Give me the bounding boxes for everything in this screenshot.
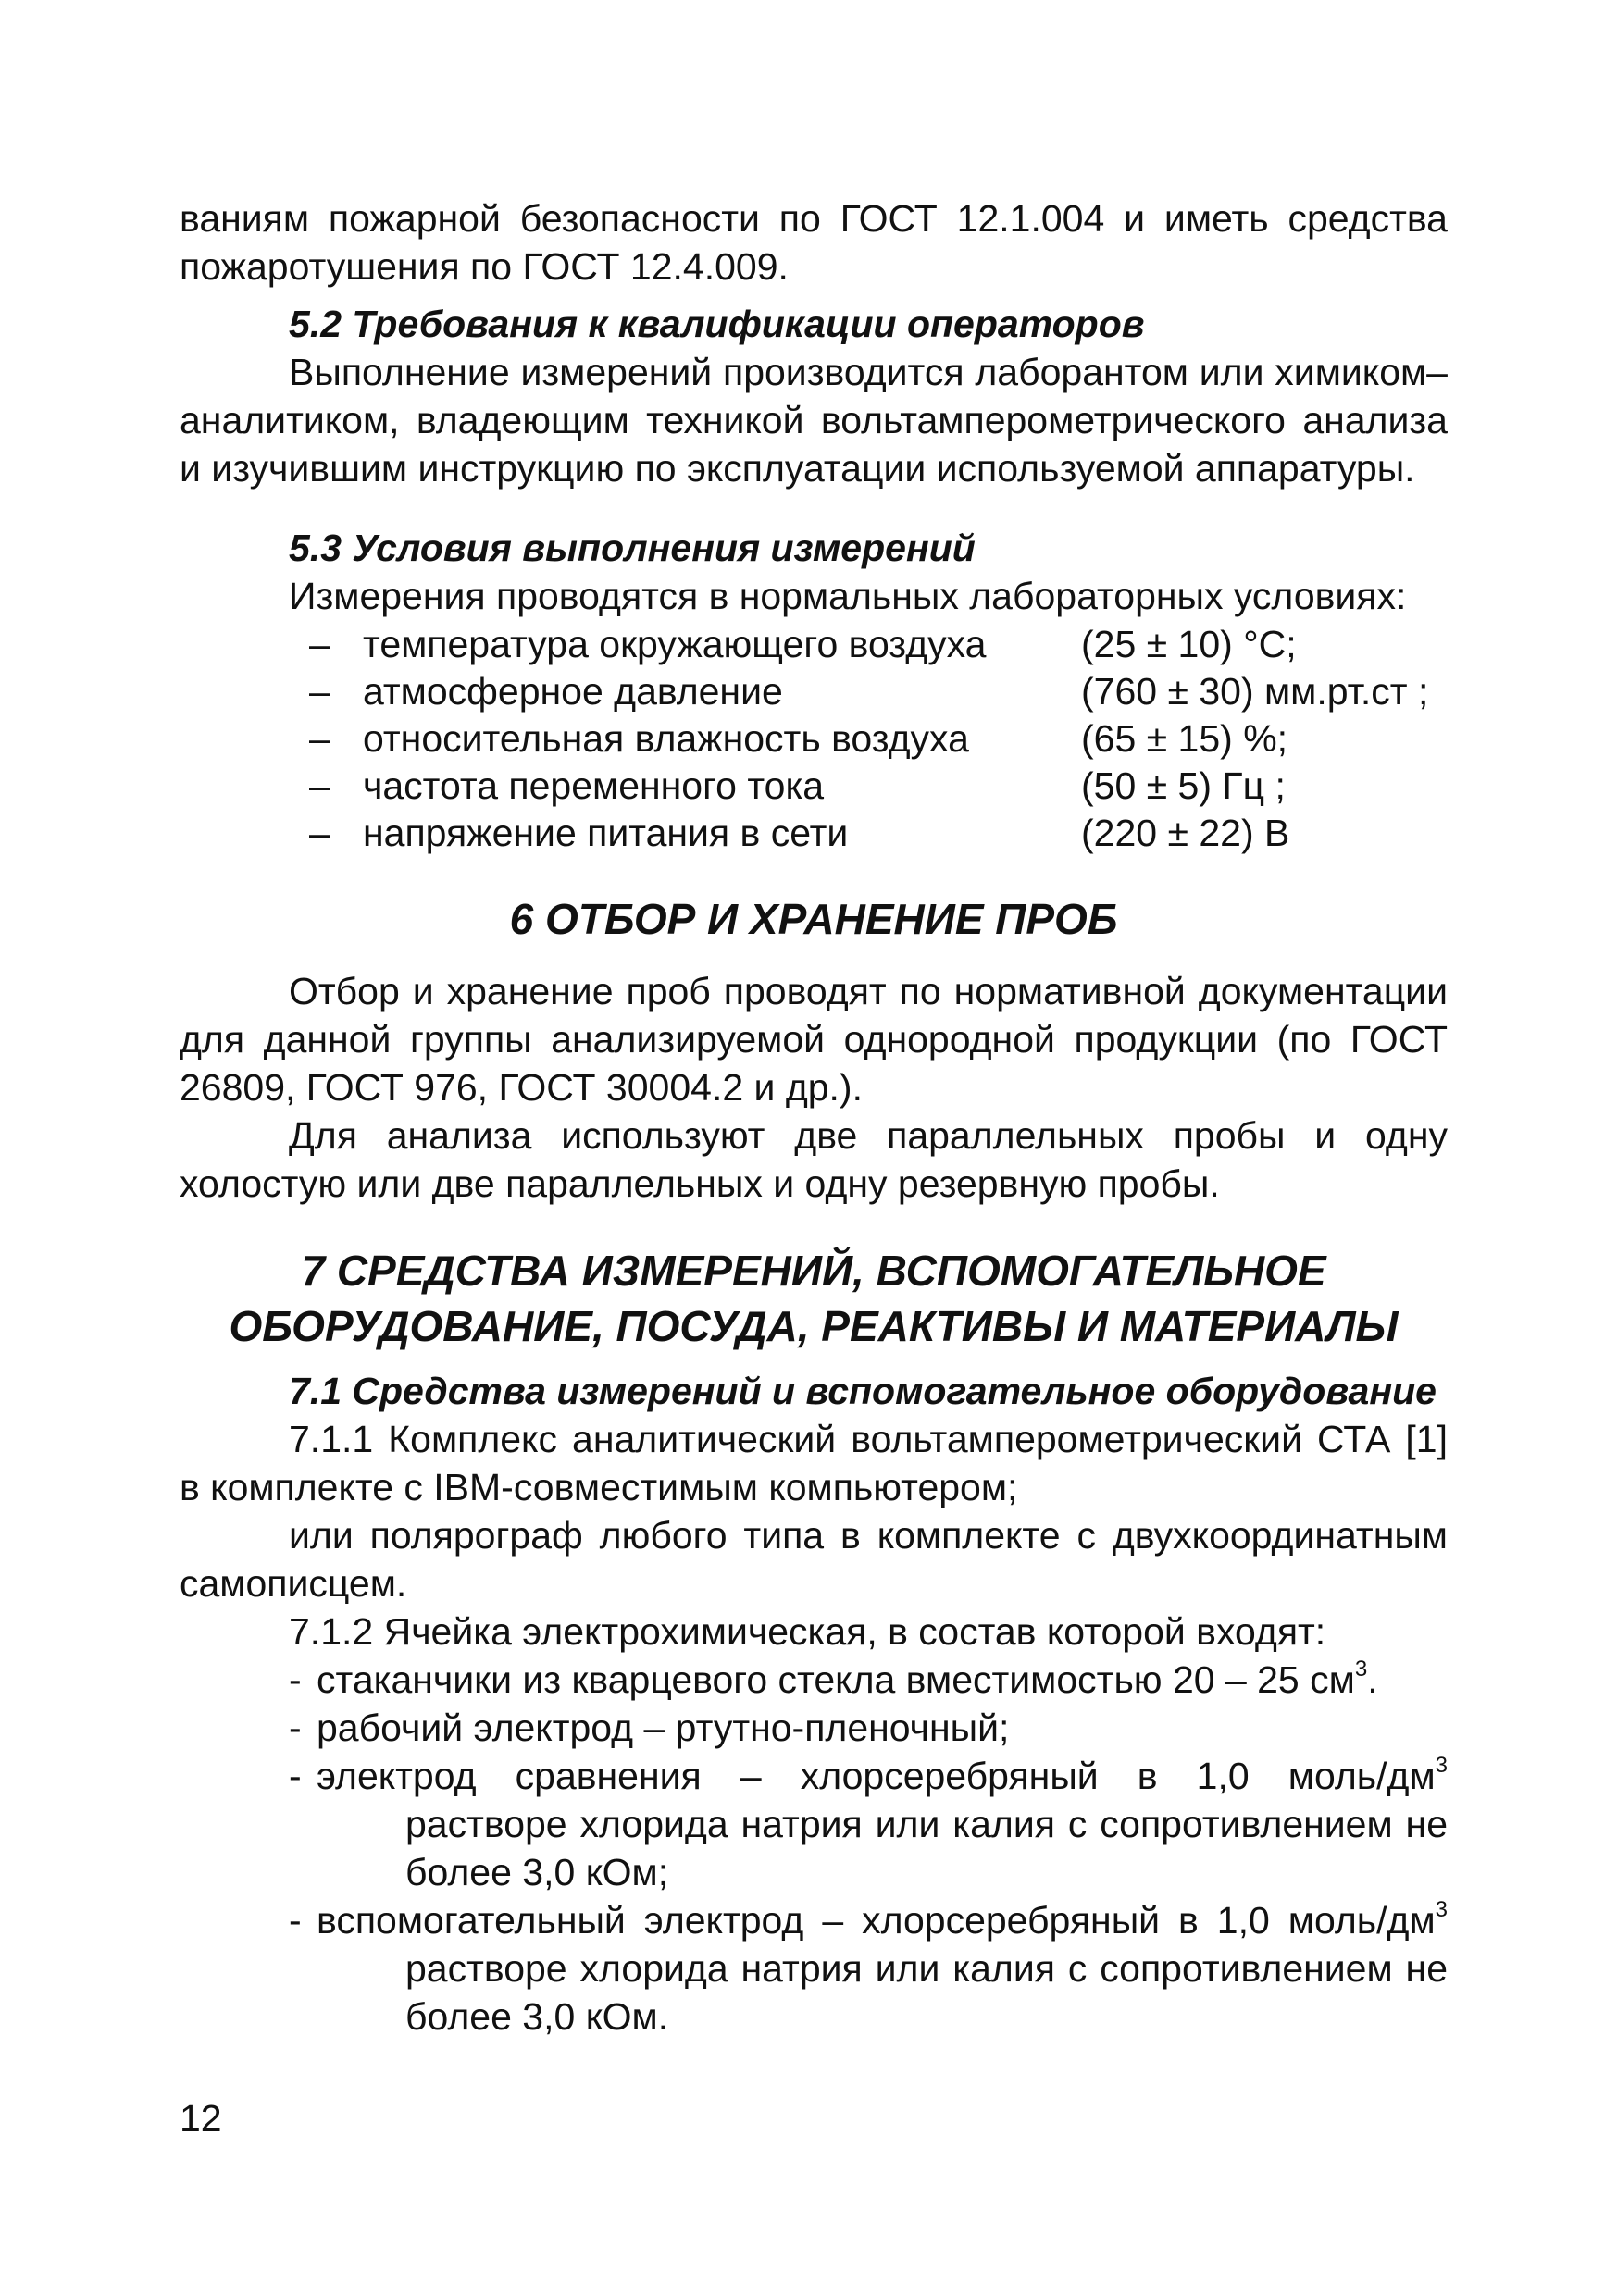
- item-text-part: стаканчики из кварцевого стекла вместимостью 20 – 25 см: [317, 1658, 1355, 1701]
- item-text-part: электрод сравнения – хлорсеребряный в 1,0 моль/дм: [317, 1755, 1436, 1797]
- paragraph-operator-qualification: Выполнение измерений производится лаборантом или химиком–аналитиком, владеющим техникой вольтамперометрического анализа и изучившим инструкцию по эксплуатации используемой аппаратуры.: [180, 351, 1448, 490]
- page-number: 12: [180, 2097, 222, 2140]
- list-dash: -: [289, 1706, 302, 1749]
- condition-name: температура окружающего воздуха: [363, 623, 987, 665]
- condition-value: (65 ± 15) %;: [1081, 717, 1288, 760]
- item-text-part: растворе хлорида натрия или калия с сопротивлением не более 3,0 кОм;: [405, 1803, 1448, 1893]
- document-page: [180, 194, 1448, 2041]
- list-item-text: [317, 1752, 1448, 1896]
- superscript: 3: [1354, 1657, 1368, 1682]
- condition-row-frequency: [309, 762, 1448, 809]
- list-item-text: [317, 1896, 1448, 2041]
- item-text-part: растворе хлорида натрия или калия с сопротивлением не более 3,0 кОм.: [405, 1947, 1448, 2038]
- list-item-working-electrode: [289, 1704, 1448, 1752]
- heading-5-3: 5.3 Условия выполнения измерений: [289, 527, 976, 569]
- list-item-reference-electrode: [289, 1752, 1448, 1896]
- condition-name: частота переменного тока: [363, 764, 825, 807]
- list-item-beakers: [289, 1656, 1448, 1704]
- list-dash: -: [289, 1899, 302, 1942]
- paragraph-7-1-2: 7.1.2 Ячейка электрохимическая, в состав которой входят:: [289, 1610, 1326, 1653]
- heading-5-2: 5.2 Требования к квалификации операторов: [289, 303, 1145, 345]
- condition-value: (760 ± 30) мм.рт.ст ;: [1081, 670, 1429, 713]
- list-dash: –: [309, 670, 330, 713]
- list-item-auxiliary-electrode: [289, 1896, 1448, 2041]
- paragraph-sampling: Отбор и хранение проб проводят по нормативной документации для данной группы анализируемой однородной продукции (по ГОСТ 26809, ГОСТ 976, ГОСТ 30004.2 и др.).: [180, 970, 1448, 1109]
- heading-section-7: [180, 1243, 1448, 1354]
- condition-name: атмосферное давление: [363, 670, 783, 713]
- list-dash: –: [309, 623, 330, 665]
- condition-value: (25 ± 10) °С;: [1081, 623, 1297, 665]
- item-text-part: вспомогательный электрод – хлорсеребряный в 1,0 моль/дм: [317, 1899, 1436, 1942]
- condition-row-humidity: [309, 714, 1448, 762]
- heading-section-7-line2: ОБОРУДОВАНИЕ, ПОСУДА, РЕАКТИВЫ И МАТЕРИАЛЫ: [229, 1302, 1399, 1350]
- heading-section-6: 6 ОТБОР И ХРАНЕНИЕ ПРОБ: [509, 895, 1118, 943]
- list-dash: -: [289, 1755, 302, 1797]
- paragraph-samples-count: Для анализа используют две параллельных пробы и одну холостую или две параллельных и одну резервную пробы.: [180, 1114, 1448, 1205]
- heading-section-7-line1: 7 СРЕДСТВА ИЗМЕРЕНИЙ, ВСПОМОГАТЕЛЬНОЕ: [301, 1247, 1326, 1295]
- superscript: 3: [1435, 1753, 1448, 1778]
- list-dash: –: [309, 717, 330, 760]
- list-dash: –: [309, 812, 330, 854]
- item-text-part: .: [1367, 1658, 1378, 1701]
- paragraph-7-1-1: 7.1.1 Комплекс аналитический вольтамперометрический СТА [1] в комплекте с IBM-совместимым компьютером;: [180, 1418, 1448, 1508]
- heading-7-1: 7.1 Средства измерений и вспомогательное оборудование: [289, 1370, 1437, 1412]
- paragraph-polarograph: или полярограф любого типа в комплекте с двухкоординатным самописцем.: [180, 1514, 1448, 1605]
- paragraph-fire-safety: ваниям пожарной безопасности по ГОСТ 12.1.004 и иметь средства пожаротушения по ГОСТ 12.4.009.: [180, 197, 1448, 288]
- list-dash: -: [289, 1658, 302, 1701]
- condition-name: относительная влажность воздуха: [363, 717, 969, 760]
- condition-value: (50 ± 5) Гц ;: [1081, 764, 1286, 807]
- list-item-text: [317, 1656, 1448, 1704]
- list-dash: –: [309, 764, 330, 807]
- condition-row-voltage: [309, 809, 1448, 856]
- conditions-list: [309, 620, 1448, 856]
- list-item-text: рабочий электрод – ртутно-пленочный;: [317, 1706, 1010, 1749]
- superscript: 3: [1435, 1897, 1448, 1922]
- condition-value: (220 ± 22) В: [1081, 812, 1290, 854]
- condition-name: напряжение питания в сети: [363, 812, 849, 854]
- condition-row-pressure: [309, 667, 1448, 714]
- condition-row-temperature: [309, 620, 1448, 667]
- paragraph-conditions-intro: Измерения проводятся в нормальных лабораторных условиях:: [289, 575, 1407, 617]
